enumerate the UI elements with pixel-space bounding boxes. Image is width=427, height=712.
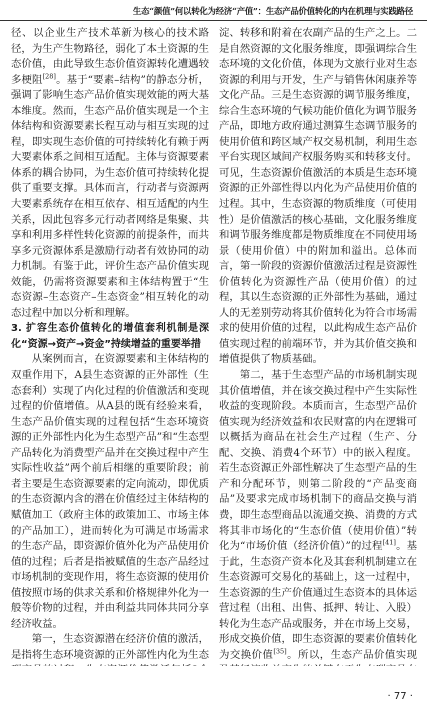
page-number: · 77 · bbox=[387, 691, 413, 702]
left-paragraph-1 bbox=[11, 26, 209, 321]
right-paragraph-2-text: 第二，基于生态型产品的市场机制实现其价值增值，并在该交换过程中产生实际性收益的变现阶段。本质而言，生态型产品价值实现为经济效益和农民财富的内在逻辑可以概括为商品在社会生产过程（生产、分配、交换、消费4个环节）中的嵌入程度。若生态资源正外部性解决了生态型产品的生产和分配环节，则第二阶段的“产品变商品”及要求完成市场机制下的商品交换与消费，即生态型商品以流通交换、消费的方式将其非市场化的“生态价值（使用价值）”转化为“市场价值（经济价值）”的过程 bbox=[219, 369, 417, 553]
right-paragraph-2 bbox=[219, 368, 417, 666]
left-paragraph-3: 第一，生态资源潜在经济价值的激活，是指将生态环境资源的正外部性内化为生态 bbox=[11, 633, 209, 661]
section-heading: 3. 扩容生态价值转化的增值套利机制是深化“资源→资产→资金”持续增益的重要举措 bbox=[11, 323, 209, 350]
right-paragraph-1: 淀、转移和附着在农副产品的生产之上。二是自然资源的文化服务维度，即强调综合生态环境的文化价值，体现为文旅行业对生态资源的利用与开发，生产与销售休闲康养等文化产品。三是生态资源的调节服务维度，综合生态环境的气候功能价值化为调节服务产品，即地方政府通过测算生态调节服务的使用价值和跨区域产权交易机制，利用生态平台实现区域间产权服务购买和转移支付。可见，生态资源价值激活的本质是生态环境资源的正外部性得以内化为产品使用价值的过程。其中，生态资源的物质维度（可使用性）是价值激活的核心基础，文化服务维度和调节服务维度都是物质维度在不同使用场景（使用价值）中的附加和溢出。总体而言，第一阶段的资源价值激活过程是资源性价值转化为资源性产品（使用价值）的过程，其以生态资源的正外部性为基础，通过人的无差别劳动将其价值转化为符合市场需求的使用价值的过程，以此构成生态产品价值实现过程的前端环节，并为其价值交换和增值提供了物质基础。 bbox=[219, 27, 417, 366]
left-paragraph-1-tail: 。基于“要素–结构”的静态分析，强调了影响生态产品价值实现效能的两大基本维度。然而，生态产品价值实现是一个主体结构和资源要素长程互动与相互实现的过程，即实现生态价值的可持续转化有赖于两大要素体系之间相互适配。主体与资源要素体系的耦合协同，为生态价值可持续转化提供了重要支撑。具体而言，行动者与资源两大要素系统存在相互依存、相互适配的内生关系，因此包容多元行动者网络是集聚、共享和利用多样性转化资源的前提条件，而共享多元资源体系是激励行动者有效协同的动力机制。有鉴于此，评价生态产品价值实现效能，仍需将资源要素和主体结构置于“生态资源–生态资产–生态资金”相互转化的动态过程中加以分析和理解。 bbox=[11, 73, 209, 319]
citation-ref: [41] bbox=[382, 538, 396, 547]
running-header-title: 生态“颜值”何以转化为经济“产值”：生态产品价值转化的内在机理与实践路径 bbox=[132, 6, 413, 16]
citation-ref: [28] bbox=[42, 72, 56, 81]
right-paragraph-2-tail-2: 。所以，生态产品价值实现 bbox=[286, 648, 417, 661]
right-column bbox=[219, 26, 417, 666]
right-paragraph-2-tail: 。基于此，生态资产资本化及其套利机制建立在生态资源可交易化的基础上，这一过程中，生态资源的生产价值通过生态资本的具体运营过程（出租、出售、抵押、转让、入股）转化为生态产品或服务，并在市场上交易，形成交换价值，即生态资源的要素价值转化为交换价值 bbox=[219, 540, 417, 661]
citation-ref: [35] bbox=[273, 647, 287, 656]
running-header bbox=[0, 0, 427, 21]
left-column bbox=[11, 26, 209, 666]
left-paragraph-1-text: 径、以企业生产技术革新为核心的技术路径，为生产生物路径，弱化了本土资源的生态价值，由此导致生态价值资源转化遭遇较多梗阻 bbox=[11, 27, 209, 86]
left-paragraph-2: 从案例而言，在资源要素和主体结构的双重作用下，A县生态资源的正外部性（生态套利）实现了内化过程的价值激活和变现过程的价值增值。从A县的既有经验来看，生态产品价值实现的过程包括“生态环境资源的正外部性内化为生态型产品”和“生态型产品转化为消费型产品并在交换过程中产生实际性收益”两个前后相继的重要阶段；前者主要是生态资源要素的定向流动，即优质的生态资源内含的潜在价值经过主体结构的赋值加工（政府主体的政策加工、市场主体的产品加工），进而转化为可满足市场需求的生态产品，即资源价值外化为产品使用价值的过程；后者是指被赋值的生态产品经过市场机制的变现作用，将生态资源的使用价值按照市场的供求关系和价格规律外化为一般等价物的过程，并由利益共同体共同分享经济收益。 bbox=[11, 353, 209, 630]
